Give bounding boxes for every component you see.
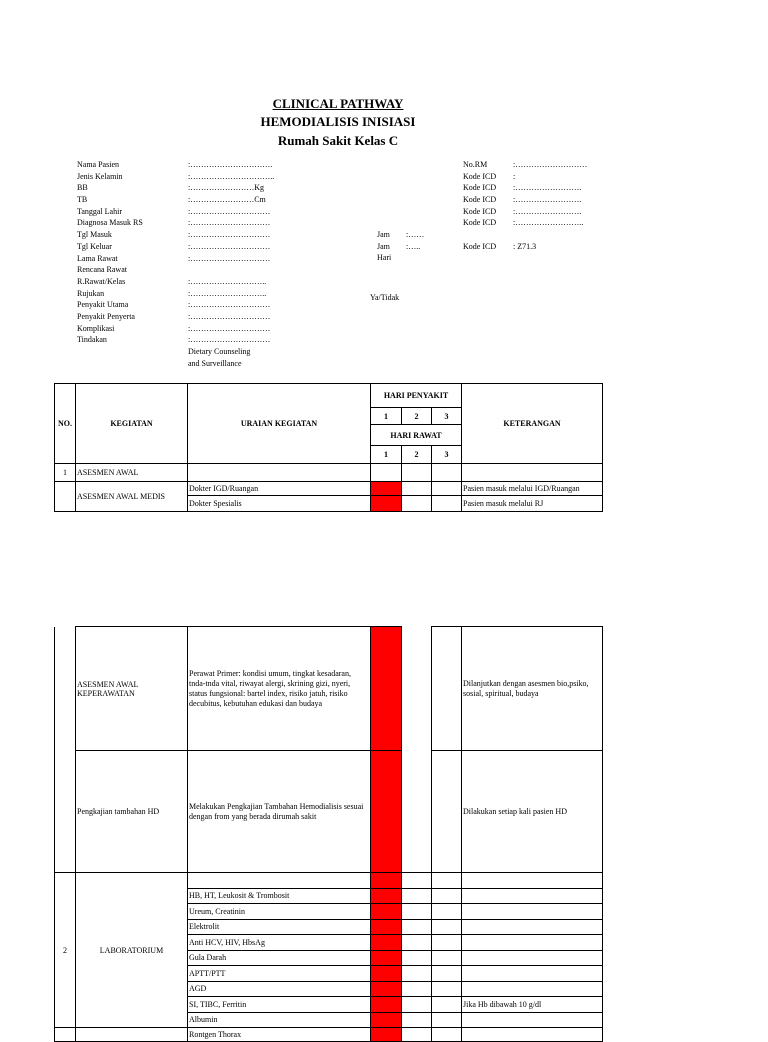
hari-label: Hari [377, 253, 392, 263]
day-cell-filled[interactable] [371, 496, 402, 512]
day-cell[interactable] [432, 950, 462, 966]
day-cell[interactable] [432, 966, 462, 982]
day-cell[interactable] [402, 950, 432, 966]
icd-value[interactable]: : [513, 171, 516, 181]
row-kegiatan [76, 1028, 188, 1042]
tindakan-detail: Dietary Counseling [188, 347, 251, 356]
info-label: Rujukan [77, 288, 105, 298]
day-cell[interactable] [402, 1028, 432, 1042]
row-keterangan [462, 888, 603, 904]
day-cell-filled[interactable] [371, 751, 402, 873]
row-keterangan [462, 1012, 603, 1028]
day-cell[interactable] [402, 919, 432, 935]
info-value[interactable]: :………………………… [188, 218, 271, 228]
row-uraian [188, 873, 371, 889]
day-cell[interactable] [432, 919, 462, 935]
info-label: Penyakit Penyerta [77, 311, 135, 321]
header-keterangan: KETERANGAN [462, 384, 603, 464]
row-keterangan [462, 919, 603, 935]
day-cell-filled[interactable] [371, 935, 402, 951]
info-value[interactable]: :………………………… [188, 253, 271, 263]
day-cell-filled[interactable] [371, 873, 402, 889]
table-row [55, 873, 603, 889]
day-cell-filled[interactable] [371, 997, 402, 1013]
icd-labels [463, 159, 496, 229]
row-keterangan [462, 950, 603, 966]
jam-keluar-value[interactable]: :….. [406, 241, 421, 251]
row-uraian: APTT/PTT [188, 966, 371, 982]
header-hari-rawat: HARI RAWAT [371, 425, 462, 446]
icd-label: No.RM [463, 160, 488, 169]
info-label: Tgl Masuk [77, 230, 112, 240]
day-2: 2 [402, 446, 432, 464]
info-label: Tindakan [77, 335, 107, 345]
time-labels [377, 229, 391, 264]
icd-last-value: : Z71.3 [513, 242, 537, 251]
info-label: Tanggal Lahir [77, 206, 122, 216]
day-cell-filled[interactable] [371, 981, 402, 997]
day-cell[interactable] [402, 1012, 432, 1028]
info-value[interactable]: :………………………… [188, 323, 271, 333]
day-2: 2 [402, 408, 432, 425]
table-row [55, 464, 603, 482]
info-value[interactable]: :…………………………. [188, 160, 273, 169]
day-cell[interactable] [432, 997, 462, 1013]
info-label: Rencana Rawat [77, 265, 127, 275]
pathway-table-header [54, 383, 603, 512]
day-cell[interactable] [402, 997, 432, 1013]
row-no [55, 1028, 76, 1042]
day-cell[interactable] [432, 1028, 462, 1042]
day-cell[interactable] [402, 627, 432, 751]
row-kegiatan: Pengkajian tambahan HD [76, 751, 188, 873]
day-cell[interactable] [402, 888, 432, 904]
info-label: BB [77, 183, 88, 193]
day-cell[interactable] [402, 751, 432, 873]
info-label: Diagnosa Masuk RS [77, 218, 143, 228]
day-cell[interactable] [432, 873, 462, 889]
info-value[interactable]: :………………………… [188, 335, 271, 345]
header-kegiatan: KEGIATAN [76, 384, 188, 464]
row-keterangan: Jika Hb dibawah 10 g/dl [462, 997, 603, 1013]
jam-masuk-label: Jam [377, 230, 390, 239]
day-cell[interactable] [432, 1012, 462, 1028]
row-uraian: Albumin [188, 1012, 371, 1028]
row-uraian: Rontgen Thorax [188, 1028, 371, 1042]
day-cell[interactable] [402, 496, 432, 512]
icd-last-label: Kode ICD [463, 242, 497, 251]
row-uraian: Gula Darah [188, 950, 371, 966]
row-no [55, 482, 76, 512]
day-cell-filled[interactable] [371, 950, 402, 966]
icd-label: Kode ICD [463, 218, 497, 228]
icd-values [513, 159, 587, 229]
row-keterangan [462, 966, 603, 982]
info-value[interactable] [188, 264, 274, 276]
row-kegiatan: ASESMEN AWAL MEDIS [76, 482, 188, 512]
row-keterangan [462, 935, 603, 951]
row-keterangan [462, 904, 603, 920]
info-value[interactable]: :………………………… [188, 230, 271, 240]
info-label: TB [77, 195, 88, 205]
row-no: 1 [55, 464, 76, 482]
row-keterangan: Dilanjutkan dengan asesmen bio,psiko, sosial, spiritual, budaya [462, 627, 603, 751]
patient-info-values [188, 159, 274, 369]
day-cell[interactable] [432, 464, 462, 482]
info-value[interactable]: :……………………Kg [188, 183, 264, 193]
header-no: NO. [55, 384, 76, 464]
jam-masuk-value[interactable]: :…… [406, 230, 425, 239]
info-label: Lama Rawat [77, 253, 118, 263]
info-label: Penyakit Utama [77, 300, 129, 310]
day-cell[interactable] [432, 904, 462, 920]
day-cell[interactable] [402, 873, 432, 889]
row-uraian: Perawat Primer: kondisi umum, tingkat kesadaran, tnda-tnda vital, riwayat alergi, skrining gizi, nyeri, status fungsional: bartel index, risiko jatuh, risiko decubitus, kebutuhan edukasi dan budaya [188, 627, 371, 751]
day-cell[interactable] [432, 935, 462, 951]
icd-value[interactable]: :…………………….. [513, 218, 584, 228]
row-keterangan [462, 873, 603, 889]
rujukan-option[interactable]: Ya/Tidak [370, 293, 400, 302]
info-value[interactable]: :………………………….. [188, 171, 275, 181]
info-label: R.Rawat/Kelas [77, 276, 126, 286]
row-no: 2 [55, 873, 76, 1028]
row-kegiatan: LABORATORIUM [76, 873, 188, 1028]
row-uraian: HB, HT, Leukosit & Trombosit [188, 888, 371, 904]
day-cell[interactable] [432, 496, 462, 512]
day-1: 1 [371, 446, 402, 464]
day-cell[interactable] [371, 464, 402, 482]
info-value[interactable]: :………………………… [188, 311, 271, 321]
day-cell-filled[interactable] [371, 1012, 402, 1028]
hari-value[interactable] [406, 252, 424, 264]
day-3: 3 [432, 408, 462, 425]
day-cell-filled[interactable] [371, 627, 402, 751]
header-hari-penyakit: HARI PENYAKIT [371, 384, 462, 408]
info-label: Komplikasi [77, 323, 115, 333]
day-1: 1 [371, 408, 402, 425]
table-row [55, 751, 603, 873]
day-cell[interactable] [402, 464, 432, 482]
row-uraian: Dokter IGD/Ruangan [188, 482, 371, 496]
day-cell[interactable] [402, 482, 432, 496]
day-cell-filled[interactable] [371, 919, 402, 935]
icd-value[interactable]: :……………………. [513, 206, 582, 216]
patient-info-labels [77, 159, 143, 346]
row-uraian: SI, TIBC, Ferritin [188, 997, 371, 1013]
row-keterangan [462, 464, 603, 482]
day-3: 3 [432, 446, 462, 464]
row-uraian: Dokter Spesialis [188, 496, 371, 512]
row-uraian: Melakukan Pengkajian Tambahan Hemodialisis sesuai dengan from yang berada dirumah sakit [188, 751, 371, 873]
day-cell[interactable] [402, 935, 432, 951]
row-kegiatan: ASESMEN AWAL [76, 464, 188, 482]
pathway-title: CLINICAL PATHWAY [272, 96, 404, 111]
day-cell-filled[interactable] [371, 888, 402, 904]
row-keterangan [462, 1028, 603, 1042]
row-kegiatan: ASESMEN AWAL KEPERAWATAN [76, 627, 188, 751]
pathway-subtitle: HEMODIALISIS INISIASI [260, 114, 416, 129]
info-value[interactable]: :……………………….. [188, 288, 267, 298]
info-label: Tgl Keluar [77, 241, 112, 251]
row-uraian: Ureum, Creatinin [188, 904, 371, 920]
icd-label: Kode ICD [463, 183, 497, 193]
row-no [55, 627, 76, 873]
icd-label: Kode ICD [463, 171, 497, 181]
header-uraian: URAIAN KEGIATAN [188, 384, 371, 464]
pathway-table-continued [54, 626, 603, 1042]
jam-keluar-label: Jam [377, 241, 390, 251]
day-cell[interactable] [432, 627, 462, 751]
day-cell[interactable] [432, 981, 462, 997]
info-value[interactable]: :………………………… [188, 206, 271, 216]
icd-value[interactable]: :……………………… [513, 160, 588, 169]
row-uraian: Anti HCV, HIV, HbsAg [188, 935, 371, 951]
day-cell[interactable] [432, 482, 462, 496]
time-values [406, 229, 424, 264]
row-uraian: AGD [188, 981, 371, 997]
table-row [55, 1028, 603, 1042]
icd-value[interactable]: :……………………. [513, 195, 582, 205]
row-keterangan [462, 981, 603, 997]
info-value[interactable]: :……………………….. [188, 276, 267, 286]
day-cell-filled[interactable] [371, 904, 402, 920]
day-cell[interactable] [402, 981, 432, 997]
tindakan-detail: and Surveillance [188, 358, 242, 368]
table-row [55, 627, 603, 751]
info-value[interactable]: :………………………… [188, 300, 271, 310]
day-cell[interactable] [402, 966, 432, 982]
info-value[interactable]: :……………………Cm [188, 195, 266, 205]
day-cell[interactable] [402, 904, 432, 920]
info-label: Nama Pasien [77, 160, 119, 169]
info-label: Jenis Kelamin [77, 171, 123, 181]
info-value[interactable]: :………………………… [188, 241, 271, 251]
hospital-class: Rumah Sakit Kelas C [277, 133, 399, 148]
row-keterangan: Dilakukan setiap kali pasien HD [462, 751, 603, 873]
icd-label: Kode ICD [463, 206, 497, 216]
icd-label: Kode ICD [463, 195, 497, 205]
icd-value[interactable]: :……………………. [513, 183, 582, 193]
row-keterangan: Pasien masuk melalui RJ [462, 496, 603, 512]
day-cell[interactable] [432, 751, 462, 873]
day-cell[interactable] [432, 888, 462, 904]
row-uraian: Elektrolit [188, 919, 371, 935]
row-uraian [188, 464, 371, 482]
day-cell-filled[interactable] [371, 966, 402, 982]
row-keterangan: Pasien masuk melalui IGD/Ruangan [462, 482, 603, 496]
table-row [55, 482, 603, 496]
day-cell-filled[interactable] [371, 1028, 402, 1042]
day-cell-filled[interactable] [371, 482, 402, 496]
